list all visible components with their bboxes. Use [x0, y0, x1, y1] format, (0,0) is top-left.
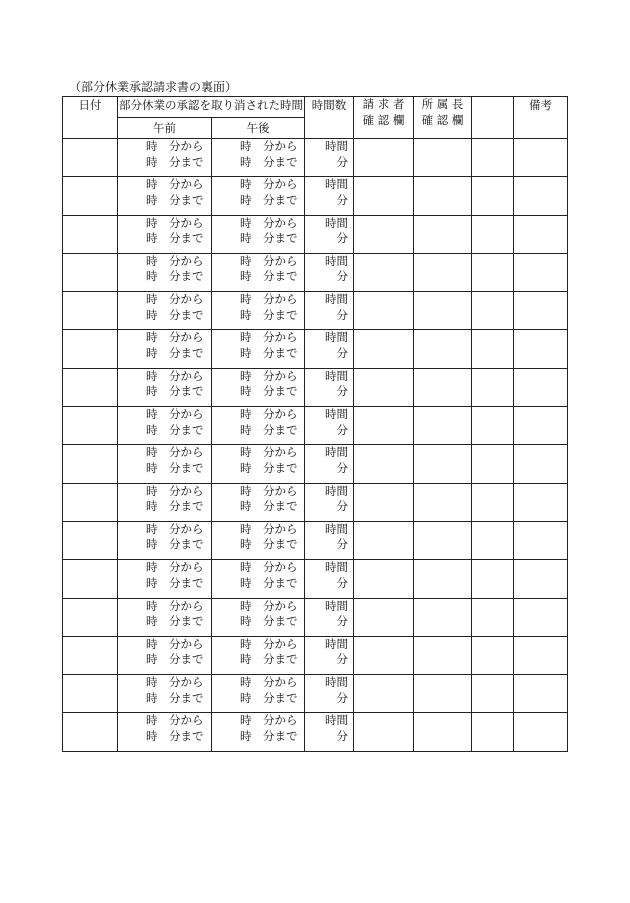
blank-cell[interactable] [472, 445, 514, 483]
am-time-cell[interactable] [118, 407, 212, 445]
hours-cell[interactable] [305, 253, 354, 291]
blank-cell[interactable] [472, 675, 514, 713]
manager-confirm-cell[interactable] [414, 177, 472, 215]
am-from-text: 時 分から [146, 636, 204, 651]
am-time-cell[interactable] [118, 521, 212, 559]
minutes-unit-text: 分 [336, 307, 348, 322]
pm-time-cell[interactable] [212, 330, 305, 368]
hours-cell[interactable] [305, 368, 354, 406]
remarks-cell[interactable] [514, 330, 568, 368]
am-time-cell[interactable] [118, 330, 212, 368]
minutes-unit-text: 分 [336, 345, 348, 360]
pm-to-text: 時 分まで [240, 537, 298, 552]
hours-unit-text: 時間 [325, 636, 348, 651]
requester-confirm-cell[interactable] [354, 330, 414, 368]
am-to-text: 時 分まで [146, 652, 204, 667]
pm-time-cell[interactable] [212, 368, 305, 406]
minutes-unit-text: 分 [336, 154, 348, 169]
hours-unit-text: 時間 [325, 139, 348, 153]
remarks-cell[interactable] [514, 598, 568, 636]
minutes-unit-text: 分 [336, 269, 348, 284]
pm-from-text: 時 分から [240, 598, 298, 613]
table-row [63, 445, 568, 483]
date-cell[interactable] [63, 598, 118, 636]
pm-from-text: 時 分から [240, 215, 298, 230]
am-to-text: 時 分まで [146, 690, 204, 705]
header-date: 日付 [63, 97, 118, 139]
manager-confirm-cell[interactable] [414, 483, 472, 521]
am-from-text: 時 分から [146, 713, 204, 728]
hours-unit-text: 時間 [325, 483, 348, 498]
remarks-cell[interactable] [514, 445, 568, 483]
hours-cell[interactable] [305, 177, 354, 215]
minutes-unit-text: 分 [336, 652, 348, 667]
date-cell[interactable] [63, 177, 118, 215]
manager-confirm-cell[interactable] [414, 368, 472, 406]
blank-cell[interactable] [472, 292, 514, 330]
table-row [63, 713, 568, 751]
manager-confirm-cell[interactable] [414, 253, 472, 291]
am-time-cell[interactable] [118, 177, 212, 215]
manager-confirm-cell[interactable] [414, 521, 472, 559]
hours-cell[interactable] [305, 483, 354, 521]
requester-confirm-cell[interactable] [354, 407, 414, 445]
hours-unit-text: 時間 [325, 713, 348, 728]
requester-confirm-cell[interactable] [354, 598, 414, 636]
pm-time-cell[interactable] [212, 292, 305, 330]
am-to-text: 時 分まで [146, 192, 204, 207]
pm-from-text: 時 分から [240, 445, 298, 460]
pm-from-text: 時 分から [240, 483, 298, 498]
am-to-text: 時 分まで [146, 575, 204, 590]
am-time-cell[interactable] [118, 483, 212, 521]
minutes-unit-text: 分 [336, 384, 348, 399]
am-time-cell[interactable] [118, 253, 212, 291]
hours-cell[interactable] [305, 521, 354, 559]
pm-time-cell[interactable] [212, 675, 305, 713]
am-time-cell[interactable] [118, 713, 212, 751]
table-row [63, 292, 568, 330]
pm-time-cell[interactable] [212, 253, 305, 291]
am-from-text: 時 分から [146, 253, 204, 268]
am-from-text: 時 分から [146, 139, 204, 153]
manager-confirm-cell[interactable] [414, 292, 472, 330]
hours-unit-text: 時間 [325, 292, 348, 307]
cancellation-record-table [62, 96, 568, 752]
am-from-text: 時 分から [146, 407, 204, 422]
pm-time-cell[interactable] [212, 139, 305, 177]
minutes-unit-text: 分 [336, 231, 348, 246]
pm-from-text: 時 分から [240, 675, 298, 690]
manager-confirm-cell[interactable] [414, 330, 472, 368]
blank-cell[interactable] [472, 330, 514, 368]
remarks-cell[interactable] [514, 368, 568, 406]
manager-confirm-cell[interactable] [414, 598, 472, 636]
pm-to-text: 時 分まで [240, 231, 298, 246]
hours-cell[interactable] [305, 636, 354, 674]
blank-cell[interactable] [472, 636, 514, 674]
date-cell[interactable] [63, 407, 118, 445]
am-to-text: 時 分まで [146, 614, 204, 629]
remarks-cell[interactable] [514, 713, 568, 751]
hours-cell[interactable] [305, 215, 354, 253]
date-cell[interactable] [63, 675, 118, 713]
pm-to-text: 時 分まで [240, 460, 298, 475]
pm-to-text: 時 分まで [240, 307, 298, 322]
am-to-text: 時 分まで [146, 728, 204, 743]
pm-to-text: 時 分まで [240, 690, 298, 705]
remarks-cell[interactable] [514, 675, 568, 713]
blank-cell[interactable] [472, 253, 514, 291]
date-cell[interactable] [63, 521, 118, 559]
date-cell[interactable] [63, 445, 118, 483]
am-from-text: 時 分から [146, 177, 204, 192]
pm-to-text: 時 分まで [240, 192, 298, 207]
table-row [63, 560, 568, 598]
pm-from-text: 時 分から [240, 177, 298, 192]
table-row [63, 139, 568, 177]
am-time-cell[interactable] [118, 636, 212, 674]
pm-from-text: 時 分から [240, 407, 298, 422]
am-to-text: 時 分まで [146, 460, 204, 475]
hours-unit-text: 時間 [325, 598, 348, 613]
hours-cell[interactable] [305, 139, 354, 177]
pm-to-text: 時 分まで [240, 269, 298, 284]
header-manager-line1: 所 属 長 [421, 97, 464, 111]
blank-cell[interactable] [472, 368, 514, 406]
remarks-cell[interactable] [514, 253, 568, 291]
hours-cell[interactable] [305, 560, 354, 598]
pm-time-cell[interactable] [212, 215, 305, 253]
table-row [63, 636, 568, 674]
requester-confirm-cell[interactable] [354, 560, 414, 598]
hours-cell[interactable] [305, 445, 354, 483]
manager-confirm-cell[interactable] [414, 139, 472, 177]
am-time-cell[interactable] [118, 598, 212, 636]
blank-cell[interactable] [472, 598, 514, 636]
requester-confirm-cell[interactable] [354, 675, 414, 713]
hours-unit-text: 時間 [325, 521, 348, 536]
hours-cell[interactable] [305, 292, 354, 330]
am-time-cell[interactable] [118, 292, 212, 330]
requester-confirm-cell[interactable] [354, 177, 414, 215]
pm-from-text: 時 分から [240, 330, 298, 345]
am-from-text: 時 分から [146, 521, 204, 536]
blank-cell[interactable] [472, 407, 514, 445]
requester-confirm-cell[interactable] [354, 139, 414, 177]
blank-cell[interactable] [472, 139, 514, 177]
header-cancelled-time: 部分休業の承認を取り消された時間 [118, 97, 305, 118]
pm-time-cell[interactable] [212, 407, 305, 445]
date-cell[interactable] [63, 368, 118, 406]
hours-unit-text: 時間 [325, 177, 348, 192]
am-from-text: 時 分から [146, 368, 204, 383]
requester-confirm-cell[interactable] [354, 292, 414, 330]
am-time-cell[interactable] [118, 675, 212, 713]
hours-cell[interactable] [305, 598, 354, 636]
pm-from-text: 時 分から [240, 521, 298, 536]
am-to-text: 時 分まで [146, 307, 204, 322]
pm-time-cell[interactable] [212, 177, 305, 215]
pm-to-text: 時 分まで [240, 575, 298, 590]
manager-confirm-cell[interactable] [414, 713, 472, 751]
minutes-unit-text: 分 [336, 575, 348, 590]
manager-confirm-cell[interactable] [414, 445, 472, 483]
header-requester-line1: 請 求 者 [362, 97, 405, 111]
pm-to-text: 時 分まで [240, 499, 298, 514]
date-cell[interactable] [63, 636, 118, 674]
am-time-cell[interactable] [118, 215, 212, 253]
pm-time-cell[interactable] [212, 521, 305, 559]
am-time-cell[interactable] [118, 560, 212, 598]
am-from-text: 時 分から [146, 560, 204, 575]
header-blank [472, 97, 514, 139]
date-cell[interactable] [63, 483, 118, 521]
table-row [63, 675, 568, 713]
table-row [63, 521, 568, 559]
am-to-text: 時 分まで [146, 384, 204, 399]
minutes-unit-text: 分 [336, 499, 348, 514]
blank-cell[interactable] [472, 215, 514, 253]
hours-unit-text: 時間 [325, 560, 348, 575]
pm-time-cell[interactable] [212, 445, 305, 483]
blank-cell[interactable] [472, 713, 514, 751]
date-cell[interactable] [63, 330, 118, 368]
header-remarks: 備考 [514, 97, 568, 139]
requester-confirm-cell[interactable] [354, 445, 414, 483]
am-time-cell[interactable] [118, 139, 212, 177]
am-from-text: 時 分から [146, 215, 204, 230]
header-manager-confirm [414, 97, 472, 139]
am-to-text: 時 分まで [146, 154, 204, 169]
manager-confirm-cell[interactable] [414, 675, 472, 713]
pm-from-text: 時 分から [240, 560, 298, 575]
pm-from-text: 時 分から [240, 368, 298, 383]
minutes-unit-text: 分 [336, 460, 348, 475]
pm-to-text: 時 分まで [240, 384, 298, 399]
requester-confirm-cell[interactable] [354, 713, 414, 751]
pm-from-text: 時 分から [240, 253, 298, 268]
date-cell[interactable] [63, 139, 118, 177]
table-row [63, 598, 568, 636]
hours-cell[interactable] [305, 713, 354, 751]
hours-cell[interactable] [305, 407, 354, 445]
date-cell[interactable] [63, 713, 118, 751]
pm-time-cell[interactable] [212, 713, 305, 751]
table-row [63, 177, 568, 215]
am-to-text: 時 分まで [146, 422, 204, 437]
pm-to-text: 時 分まで [240, 422, 298, 437]
requester-confirm-cell[interactable] [354, 521, 414, 559]
manager-confirm-cell[interactable] [414, 636, 472, 674]
am-from-text: 時 分から [146, 292, 204, 307]
hours-unit-text: 時間 [325, 675, 348, 690]
minutes-unit-text: 分 [336, 422, 348, 437]
date-cell[interactable] [63, 215, 118, 253]
am-from-text: 時 分から [146, 675, 204, 690]
header-hours: 時間数 [305, 97, 354, 139]
manager-confirm-cell[interactable] [414, 407, 472, 445]
blank-cell[interactable] [472, 560, 514, 598]
header-manager-line2: 確 認 欄 [421, 112, 464, 127]
date-cell[interactable] [63, 560, 118, 598]
pm-to-text: 時 分まで [240, 652, 298, 667]
am-time-cell[interactable] [118, 368, 212, 406]
am-from-text: 時 分から [146, 483, 204, 498]
remarks-cell[interactable] [514, 636, 568, 674]
remarks-cell[interactable] [514, 560, 568, 598]
table-row [63, 215, 568, 253]
hours-unit-text: 時間 [325, 445, 348, 460]
pm-time-cell[interactable] [212, 598, 305, 636]
hours-unit-text: 時間 [325, 215, 348, 230]
remarks-cell[interactable] [514, 215, 568, 253]
requester-confirm-cell[interactable] [354, 215, 414, 253]
am-from-text: 時 分から [146, 598, 204, 613]
minutes-unit-text: 分 [336, 614, 348, 629]
table-row [63, 368, 568, 406]
hours-cell[interactable] [305, 330, 354, 368]
hours-unit-text: 時間 [325, 407, 348, 422]
requester-confirm-cell[interactable] [354, 483, 414, 521]
date-cell[interactable] [63, 253, 118, 291]
am-to-text: 時 分まで [146, 499, 204, 514]
header-am: 午前 [118, 118, 212, 139]
pm-from-text: 時 分から [240, 636, 298, 651]
remarks-cell[interactable] [514, 177, 568, 215]
pm-to-text: 時 分まで [240, 345, 298, 360]
minutes-unit-text: 分 [336, 537, 348, 552]
manager-confirm-cell[interactable] [414, 215, 472, 253]
pm-from-text: 時 分から [240, 139, 298, 153]
pm-time-cell[interactable] [212, 636, 305, 674]
remarks-cell[interactable] [514, 521, 568, 559]
am-from-text: 時 分から [146, 330, 204, 345]
blank-cell[interactable] [472, 521, 514, 559]
hours-cell[interactable] [305, 675, 354, 713]
minutes-unit-text: 分 [336, 192, 348, 207]
header-requester-line2: 確 認 欄 [362, 112, 405, 127]
pm-time-cell[interactable] [212, 483, 305, 521]
pm-to-text: 時 分まで [240, 614, 298, 629]
am-to-text: 時 分まで [146, 537, 204, 552]
remarks-cell[interactable] [514, 483, 568, 521]
am-to-text: 時 分まで [146, 269, 204, 284]
manager-confirm-cell[interactable] [414, 560, 472, 598]
requester-confirm-cell[interactable] [354, 253, 414, 291]
table-row [63, 330, 568, 368]
pm-from-text: 時 分から [240, 292, 298, 307]
hours-unit-text: 時間 [325, 368, 348, 383]
am-to-text: 時 分まで [146, 345, 204, 360]
remarks-cell[interactable] [514, 139, 568, 177]
table-row [63, 407, 568, 445]
date-cell[interactable] [63, 292, 118, 330]
pm-from-text: 時 分から [240, 713, 298, 728]
header-requester-confirm [354, 97, 414, 139]
hours-unit-text: 時間 [325, 253, 348, 268]
pm-to-text: 時 分まで [240, 728, 298, 743]
pm-to-text: 時 分まで [240, 154, 298, 169]
requester-confirm-cell[interactable] [354, 368, 414, 406]
minutes-unit-text: 分 [336, 728, 348, 743]
remarks-cell[interactable] [514, 292, 568, 330]
am-time-cell[interactable] [118, 445, 212, 483]
table-row [63, 253, 568, 291]
blank-cell[interactable] [472, 177, 514, 215]
am-from-text: 時 分から [146, 445, 204, 460]
requester-confirm-cell[interactable] [354, 636, 414, 674]
hours-unit-text: 時間 [325, 330, 348, 345]
table-row [63, 483, 568, 521]
minutes-unit-text: 分 [336, 690, 348, 705]
header-pm: 午後 [212, 118, 305, 139]
am-to-text: 時 分まで [146, 231, 204, 246]
pm-time-cell[interactable] [212, 560, 305, 598]
form-caption: （部分休業承認請求書の裏面） [69, 80, 238, 94]
remarks-cell[interactable] [514, 407, 568, 445]
blank-cell[interactable] [472, 483, 514, 521]
